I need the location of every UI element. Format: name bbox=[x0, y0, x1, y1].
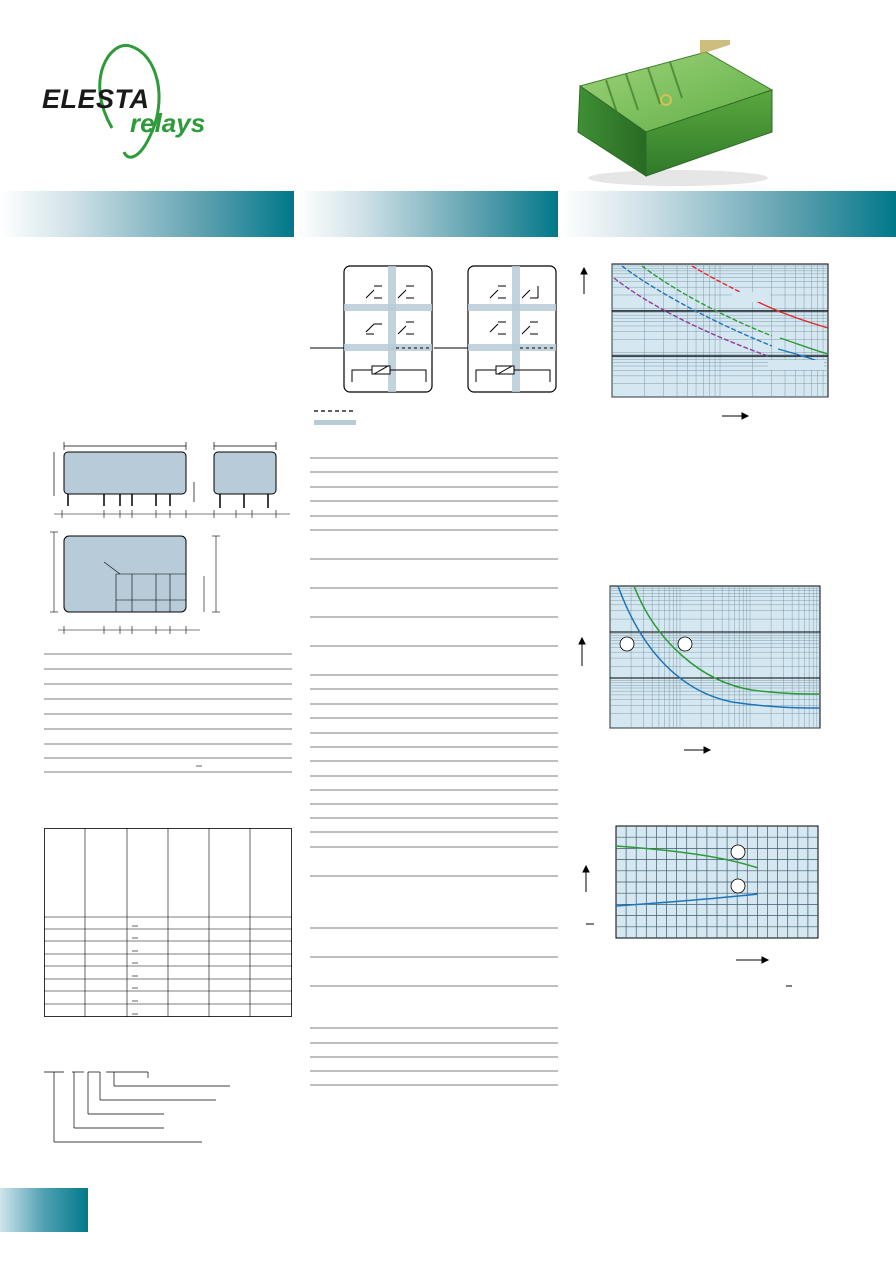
band-right bbox=[561, 191, 896, 237]
spec-table-middle bbox=[310, 452, 560, 1092]
footer-block bbox=[0, 1188, 88, 1232]
brand-name: ELESTA bbox=[42, 84, 150, 114]
spec-table-left bbox=[44, 650, 294, 780]
relay-photo bbox=[566, 40, 780, 188]
coil-table bbox=[44, 828, 294, 1020]
chart-top bbox=[572, 256, 834, 428]
chart-bottom bbox=[572, 820, 834, 996]
band-middle bbox=[298, 191, 558, 237]
relay-schematic-icon bbox=[310, 258, 560, 430]
dimension-drawing bbox=[40, 436, 300, 636]
band-left bbox=[0, 191, 294, 237]
brand-sub: relays bbox=[130, 108, 206, 138]
chart-mid bbox=[572, 582, 834, 762]
ordering-code-diagram bbox=[44, 1066, 244, 1150]
